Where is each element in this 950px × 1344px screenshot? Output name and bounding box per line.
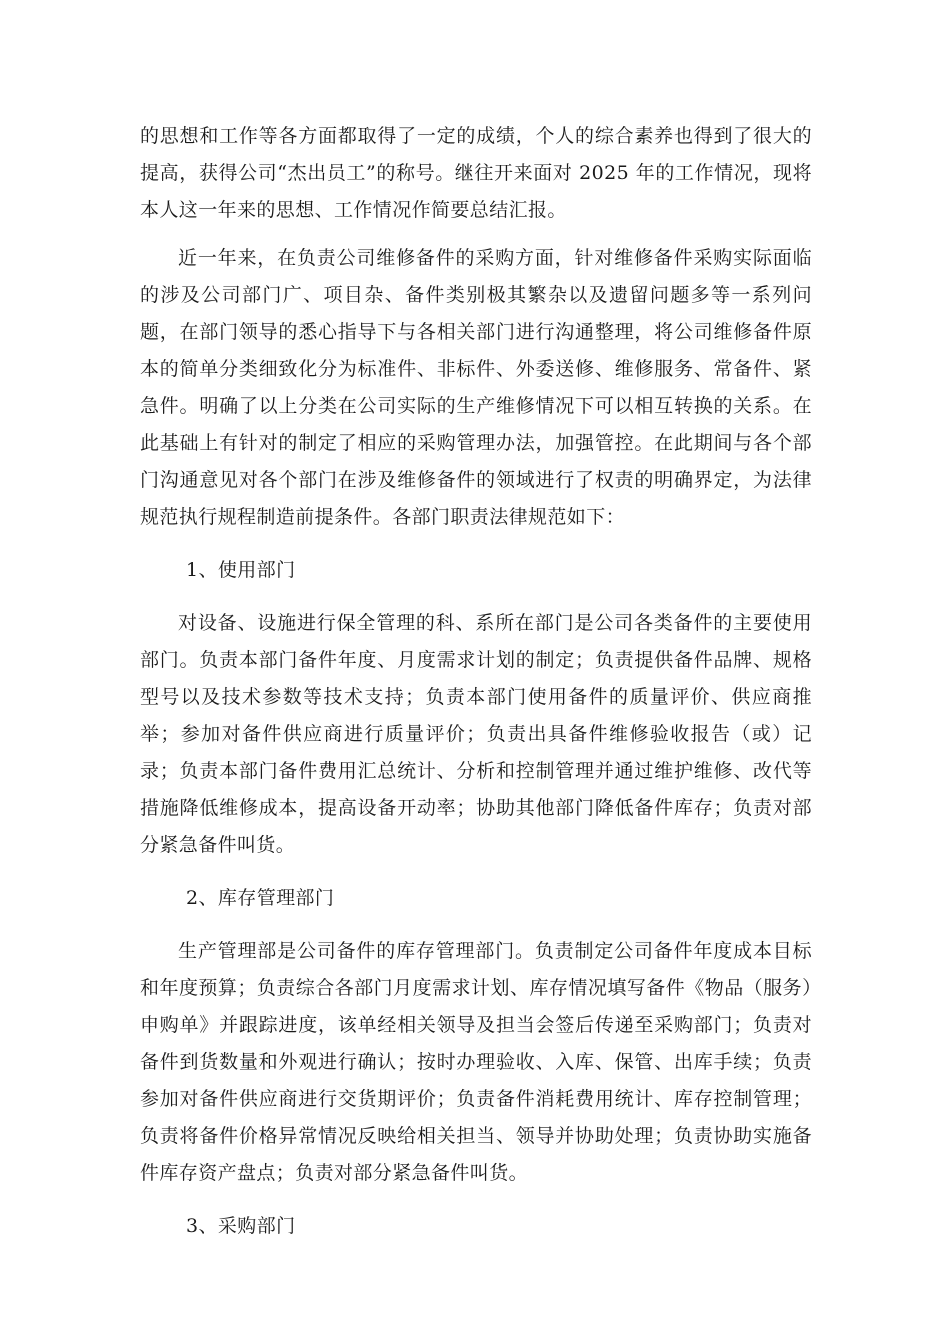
paragraph-usage-dept: 对设备、设施进行保全管理的科、系所在部门是公司各类备件的主要使用部门。负责本部门备件年度、月度需求计划的制定；负责提供备件品牌、规格型号以及技术参数等技术支持；负责本部门使用备件的质量评价、供应商推举；参加对备件供应商进行质量评价；负责出具备件维修验收报告（或）记录；负责本部门备件费用汇总统计、分析和控制管理并通过维护维修、改代等措施降低维修成本，提高设备开动率；协助其他部门降低备件库存；负责对部分紧急备件叫货。 [140, 612, 812, 856]
document-page [140, 118, 812, 1245]
paragraph-intro: 的思想和工作等各方面都取得了一定的成绩，个人的综合素养也得到了很大的提高，获得公司“杰出员工”的称号。继往开来面对 2025 年的工作情况，现将本人这一年来的思想、工作情况作简要总结汇报。 [140, 125, 812, 221]
heading-usage-dept: 1、使用部门 [186, 559, 296, 581]
paragraph-inventory-dept: 生产管理部是公司备件的库存管理部门。负责制定公司备件年度成本目标和年度预算；负责综合各部门月度需求计划、库存情况填写备件《物品（服务）申购单》并跟踪进度，该单经相关领导及担当会签后传递至采购部门；负责对备件到货数量和外观进行确认；按时办理验收、入库、保管、出库手续；负责参加对备件供应商进行交货期评价；负责备件消耗费用统计、库存控制管理；负责将备件价格异常情况反映给相关担当、领导并协助处理；负责协助实施备件库存资产盘点；负责对部分紧急备件叫货。 [140, 940, 812, 1184]
paragraph-procurement: 近一年来，在负责公司维修备件的采购方面，针对维修备件采购实际面临的涉及公司部门广、项目杂、备件类别极其繁杂以及遗留问题多等一系列问题，在部门领导的悉心指导下与各相关部门进行沟通整理，将公司维修备件原本的简单分类细致化分为标准件、非标件、外委送修、维修服务、常备件、紧急件。明确了以上分类在公司实际的生产维修情况下可以相互转换的关系。在此基础上有针对的制定了相应的采购管理办法，加强管控。在此期间与各个部门沟通意见对各个部门在涉及维修备件的领域进行了权责的明确界定，为法律规范执行规程制造前提条件。各部门职责法律规范如下： [140, 247, 812, 528]
heading-inventory-dept: 2、库存管理部门 [186, 887, 335, 909]
heading-purchasing-dept: 3、采购部门 [186, 1215, 296, 1237]
